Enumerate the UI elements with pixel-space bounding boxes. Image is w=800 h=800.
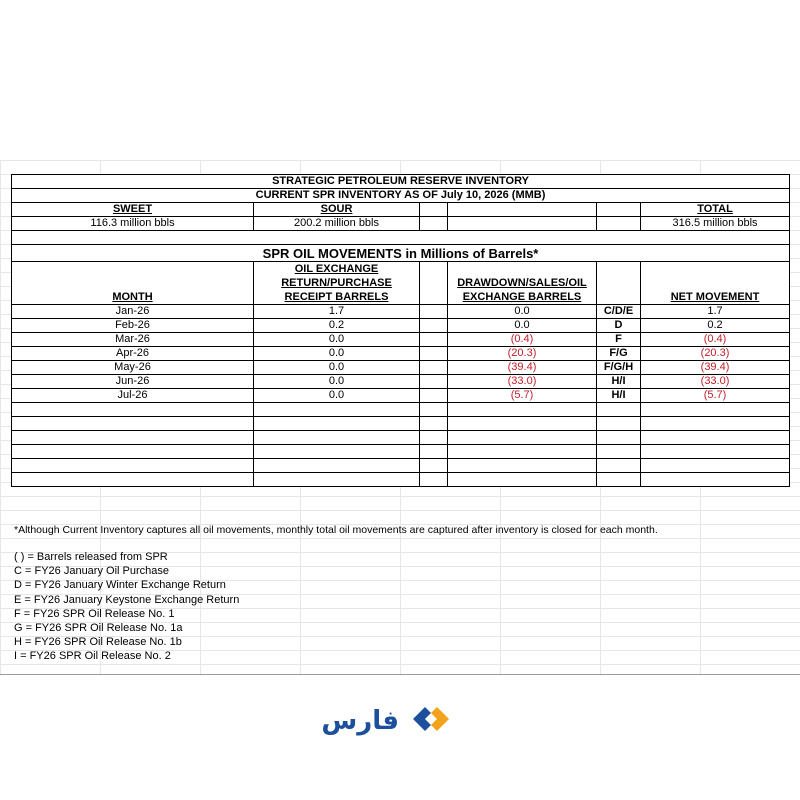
empty-cell	[641, 473, 790, 487]
sweet-header: SWEET	[12, 203, 254, 217]
net-movement-header: NET MOVEMENT	[641, 262, 790, 305]
exchange-header-line2: RETURN/PURCHASE	[281, 277, 392, 289]
total-value: 316.5 million bbls	[641, 217, 790, 231]
empty-cell	[420, 445, 448, 459]
net-movement-cell: 1.7	[641, 305, 790, 319]
net-movement-cell: (0.4)	[641, 333, 790, 347]
drawdown-cell: (20.3)	[448, 347, 597, 361]
empty-cell	[597, 403, 641, 417]
empty-cell	[420, 417, 448, 431]
receipt-cell: 0.0	[254, 333, 420, 347]
legend-item: ( ) = Barrels released from SPR	[14, 551, 168, 563]
empty-cell	[448, 445, 597, 459]
blank-row	[12, 403, 790, 417]
receipt-cell: 0.0	[254, 375, 420, 389]
empty-cell	[448, 473, 597, 487]
empty-cell	[254, 403, 420, 417]
empty-cell	[420, 389, 448, 403]
exchange-header-line3: RECEIPT BARRELS	[284, 291, 389, 303]
empty-cell	[12, 403, 254, 417]
net-movement-cell: (33.0)	[641, 375, 790, 389]
sour-header: SOUR	[254, 203, 420, 217]
drawdown-cell: (39.4)	[448, 361, 597, 375]
blank-row	[12, 445, 790, 459]
empty-cell	[597, 203, 641, 217]
month-cell: Apr-26	[12, 347, 254, 361]
table-row	[12, 347, 790, 361]
empty-cell	[448, 459, 597, 473]
receipt-cell: 0.0	[254, 389, 420, 403]
empty-cell	[254, 417, 420, 431]
legend-item: G = FY26 SPR Oil Release No. 1a	[14, 622, 183, 635]
blank-rows	[12, 403, 790, 487]
code-cell: H/I	[597, 389, 641, 403]
empty-cell	[420, 333, 448, 347]
empty-cell	[641, 431, 790, 445]
code-cell: F/G	[597, 347, 641, 361]
empty-cell	[597, 459, 641, 473]
empty-cell	[12, 417, 254, 431]
empty-cell	[597, 431, 641, 445]
empty-cell	[420, 431, 448, 445]
legend	[14, 550, 239, 664]
legend-item: I = FY26 SPR Oil Release No. 2	[14, 650, 171, 663]
drawdown-header-line2: EXCHANGE BARRELS	[462, 291, 582, 303]
empty-cell	[420, 473, 448, 487]
empty-cell	[12, 459, 254, 473]
empty-cell	[448, 431, 597, 445]
code-cell: H/I	[597, 375, 641, 389]
logo-text: فارس	[321, 706, 399, 736]
month-cell: Jul-26	[12, 389, 254, 403]
receipt-cell: 0.0	[254, 347, 420, 361]
month-cell: Jun-26	[12, 375, 254, 389]
empty-cell	[254, 445, 420, 459]
code-cell: F	[597, 333, 641, 347]
sheet-bottom-border	[0, 674, 800, 675]
blank-row	[12, 473, 790, 487]
code-cell: F/G/H	[597, 361, 641, 375]
drawdown-header-line1: DRAWDOWN/SALES/OIL	[457, 277, 587, 289]
month-cell: Mar-26	[12, 333, 254, 347]
drawdown-cell: (0.4)	[448, 333, 597, 347]
receipt-cell: 0.2	[254, 319, 420, 333]
movement-rows	[12, 305, 790, 403]
empty-cell	[420, 262, 448, 305]
empty-cell	[254, 459, 420, 473]
net-movement-cell: (39.4)	[641, 361, 790, 375]
fars-logo	[321, 703, 453, 737]
table-row	[12, 389, 790, 403]
legend-item: D = FY26 January Winter Exchange Return	[14, 579, 226, 592]
empty-cell	[597, 217, 641, 231]
sour-value: 200.2 million bbls	[254, 217, 420, 231]
legend-item: F = FY26 SPR Oil Release No. 1	[14, 607, 175, 620]
receipt-cell: 1.7	[254, 305, 420, 319]
empty-cell	[641, 445, 790, 459]
empty-cell	[597, 262, 641, 305]
drawdown-cell: 0.0	[448, 305, 597, 319]
net-movement-cell: 0.2	[641, 319, 790, 333]
code-cell: D	[597, 319, 641, 333]
empty-cell	[641, 417, 790, 431]
empty-cell	[12, 445, 254, 459]
empty-cell	[448, 203, 597, 217]
legend-item: E = FY26 January Keystone Exchange Return	[14, 593, 240, 606]
empty-cell	[420, 375, 448, 389]
empty-cell	[597, 473, 641, 487]
net-movement-cell: (5.7)	[641, 389, 790, 403]
spr-inventory-table	[11, 174, 790, 487]
empty-cell	[420, 217, 448, 231]
blank-row	[12, 417, 790, 431]
total-header: TOTAL	[641, 203, 790, 217]
sweet-value: 116.3 million bbls	[12, 217, 254, 231]
empty-cell	[420, 319, 448, 333]
empty-cell	[12, 473, 254, 487]
empty-cell	[420, 203, 448, 217]
receipt-cell: 0.0	[254, 361, 420, 375]
movements-title: SPR OIL MOVEMENTS in Millions of Barrels*	[12, 245, 790, 262]
exchange-header-line1: OIL EXCHANGE	[294, 263, 379, 275]
logo-mark-icon	[413, 707, 449, 731]
empty-cell	[420, 361, 448, 375]
blank-row	[12, 431, 790, 445]
empty-cell	[641, 459, 790, 473]
table-row	[12, 361, 790, 375]
spacer-row	[12, 231, 790, 245]
legend-item: C = FY26 January Oil Purchase	[14, 565, 169, 578]
empty-cell	[254, 431, 420, 445]
net-movement-cell: (20.3)	[641, 347, 790, 361]
empty-cell	[448, 417, 597, 431]
table-row	[12, 333, 790, 347]
empty-cell	[448, 217, 597, 231]
current-inventory-label: CURRENT SPR INVENTORY AS OF July 10, 2026 (MMB)	[12, 189, 790, 203]
drawdown-cell: (5.7)	[448, 389, 597, 403]
table-title: STRATEGIC PETROLEUM RESERVE INVENTORY	[12, 175, 790, 189]
empty-cell	[254, 473, 420, 487]
empty-cell	[12, 431, 254, 445]
empty-cell	[641, 403, 790, 417]
table-row	[12, 375, 790, 389]
blank-row	[12, 459, 790, 473]
empty-cell	[420, 459, 448, 473]
drawdown-header	[448, 262, 597, 305]
empty-cell	[420, 305, 448, 319]
empty-cell	[420, 403, 448, 417]
month-cell: Feb-26	[12, 319, 254, 333]
table-row	[12, 319, 790, 333]
table-row	[12, 305, 790, 319]
empty-cell	[597, 417, 641, 431]
empty-cell	[597, 445, 641, 459]
month-header: MONTH	[12, 262, 254, 305]
empty-cell	[420, 347, 448, 361]
code-cell: C/D/E	[597, 305, 641, 319]
drawdown-cell: (33.0)	[448, 375, 597, 389]
legend-item: H = FY26 SPR Oil Release No. 1b	[14, 636, 182, 649]
drawdown-cell: 0.0	[448, 319, 597, 333]
footnote: *Although Current Inventory captures all oil movements, monthly total oil movements are captured after inventory is closed for each month.	[14, 524, 658, 536]
exchange-header	[254, 262, 420, 305]
empty-cell	[448, 403, 597, 417]
month-cell: Jan-26	[12, 305, 254, 319]
month-cell: May-26	[12, 361, 254, 375]
